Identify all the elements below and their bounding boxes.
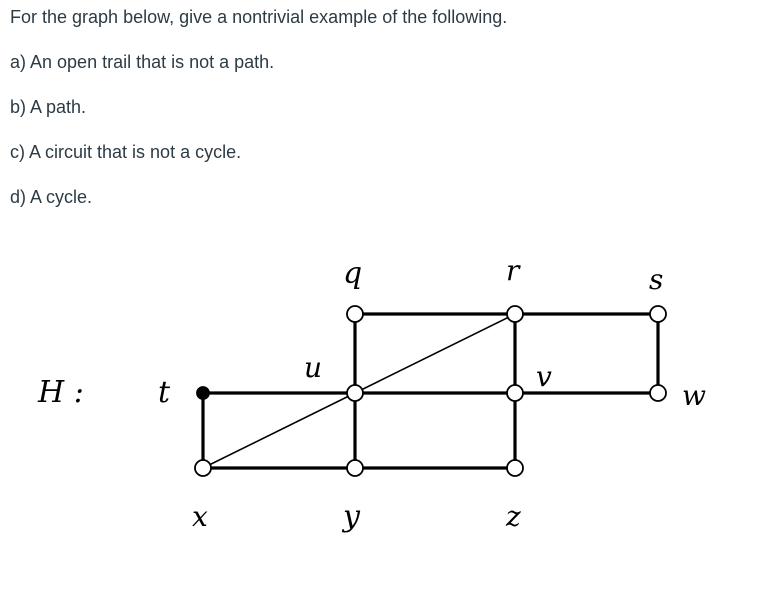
vertex-r xyxy=(507,306,523,322)
vertex-w xyxy=(650,385,666,401)
graph-name-label: H : xyxy=(38,375,84,410)
vertex-label-q: q xyxy=(343,256,363,291)
vertex-z xyxy=(507,460,523,476)
vertex-label-x: x xyxy=(192,500,208,533)
question-prompt: For the graph below, give a nontrivial example of the following. xyxy=(10,7,508,27)
vertex-label-v: v xyxy=(536,360,552,393)
edge-x-u xyxy=(203,393,355,468)
question-item-d: d) A cycle. xyxy=(10,187,93,207)
vertex-label-r: r xyxy=(506,254,520,287)
edge-u-r xyxy=(355,314,515,393)
question-item-a: a) An open trail that is not a path. xyxy=(10,52,275,72)
vertex-label-t: t xyxy=(158,375,171,410)
question-item-b: b) A path. xyxy=(10,97,87,117)
vertex-label-z: z xyxy=(506,500,521,533)
question-item-c: c) A circuit that is not a cycle. xyxy=(10,142,242,162)
vertex-x xyxy=(195,460,211,476)
vertex-label-u: u xyxy=(304,351,323,384)
vertex-label-s: s xyxy=(649,263,664,296)
vertex-label-y: y xyxy=(343,499,360,534)
vertex-s xyxy=(650,306,666,322)
vertex-t xyxy=(197,387,209,399)
vertex-v xyxy=(507,385,523,401)
vertex-label-w: w xyxy=(682,379,706,412)
vertex-q xyxy=(347,306,363,322)
vertex-y xyxy=(347,460,363,476)
vertex-u xyxy=(347,385,363,401)
